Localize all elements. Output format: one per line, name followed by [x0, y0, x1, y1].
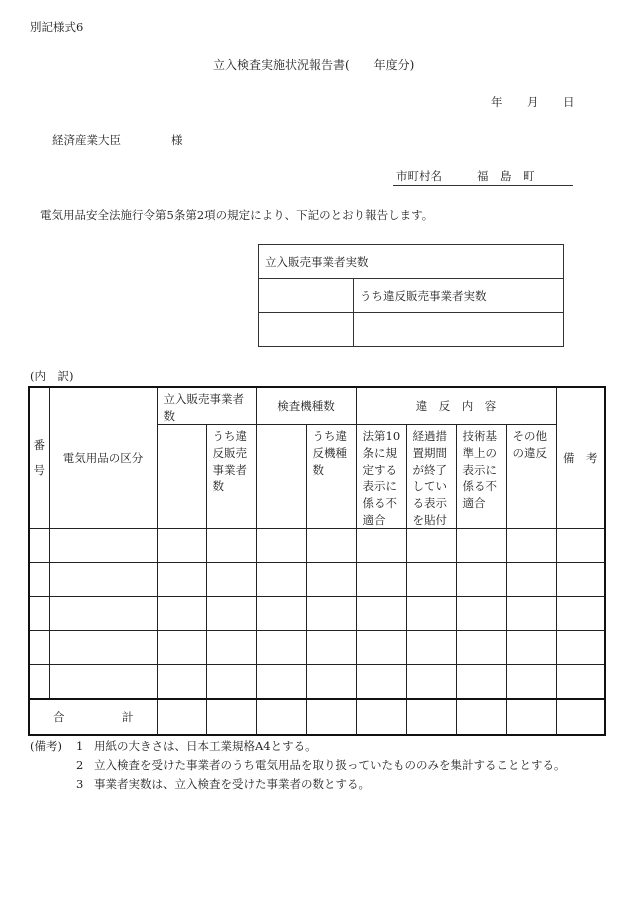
table-cell[interactable]	[406, 631, 456, 665]
municipality-label: 市町村名	[396, 169, 442, 183]
summary-violating-label: うち違反販売事業者実数	[354, 279, 564, 313]
table-cell[interactable]	[29, 597, 49, 631]
table-cell[interactable]	[206, 631, 256, 665]
note-2-text: 立入検査を受けた事業者のうち電気用品を取り扱っていたもののみを集計することとする。	[94, 758, 566, 772]
table-cell[interactable]	[157, 529, 206, 563]
summary-vendors-value[interactable]	[259, 279, 354, 313]
table-cell[interactable]	[556, 563, 605, 597]
table-cell[interactable]	[256, 597, 306, 631]
header-vendors: 立入販売事業者数	[157, 387, 256, 425]
header-vendors-violating: うち違反販売事業者数	[206, 425, 256, 529]
table-cell[interactable]	[306, 563, 356, 597]
date-day-label: 日	[563, 95, 575, 109]
total-cell[interactable]	[456, 699, 506, 735]
header-models-blank	[256, 425, 306, 529]
summary-violating-value[interactable]	[354, 313, 564, 347]
header-vendors-blank	[157, 425, 206, 529]
table-cell[interactable]	[506, 529, 556, 563]
table-cell[interactable]	[306, 529, 356, 563]
table-cell[interactable]	[406, 563, 456, 597]
table-cell[interactable]	[456, 597, 506, 631]
table-cell[interactable]	[206, 597, 256, 631]
table-cell[interactable]	[556, 529, 605, 563]
table-cell[interactable]	[556, 631, 605, 665]
note-1-number: 1	[76, 739, 84, 753]
table-cell[interactable]	[49, 563, 157, 597]
table-cell[interactable]	[206, 563, 256, 597]
table-cell[interactable]	[556, 665, 605, 700]
table-cell[interactable]	[506, 597, 556, 631]
header-violation-transition: 経過措置期間が終了している表示を貼付	[406, 425, 456, 529]
table-cell[interactable]	[157, 631, 206, 665]
statement-text: 電気用品安全法施行令第5条第2項の規定により、下記のとおり報告します。	[40, 208, 434, 222]
table-cell[interactable]	[29, 631, 49, 665]
table-cell[interactable]	[29, 529, 49, 563]
total-cell[interactable]	[306, 699, 356, 735]
table-cell[interactable]	[49, 665, 157, 700]
breakdown-label: (内 訳)	[30, 369, 74, 383]
table-cell[interactable]	[49, 597, 157, 631]
header-violation-other: その他の違反	[506, 425, 556, 529]
header-number	[29, 387, 49, 529]
table-cell[interactable]	[256, 563, 306, 597]
table-row	[29, 597, 605, 631]
table-row	[29, 563, 605, 597]
table-cell[interactable]	[356, 597, 406, 631]
date-month-label: 月	[527, 95, 539, 109]
table-cell[interactable]	[157, 563, 206, 597]
table-cell[interactable]	[256, 665, 306, 700]
table-cell[interactable]	[406, 665, 456, 700]
summary-blank-cell[interactable]	[259, 313, 354, 347]
total-cell[interactable]	[506, 699, 556, 735]
date-year-label: 年	[491, 95, 503, 109]
total-cell[interactable]	[406, 699, 456, 735]
table-cell[interactable]	[206, 529, 256, 563]
table-cell[interactable]	[256, 631, 306, 665]
table-cell[interactable]	[356, 631, 406, 665]
total-cell[interactable]	[356, 699, 406, 735]
form-id: 別記様式6	[30, 20, 84, 34]
header-models: 検査機種数	[256, 387, 356, 425]
breakdown-table	[28, 386, 606, 736]
header-violation: 違 反 内 容	[356, 387, 556, 425]
table-cell[interactable]	[29, 665, 49, 700]
table-cell[interactable]	[406, 529, 456, 563]
table-cell[interactable]	[456, 529, 506, 563]
total-cell[interactable]	[256, 699, 306, 735]
table-cell[interactable]	[356, 665, 406, 700]
table-cell[interactable]	[506, 631, 556, 665]
total-cell[interactable]	[556, 699, 605, 735]
table-cell[interactable]	[456, 665, 506, 700]
table-cell[interactable]	[356, 563, 406, 597]
header-category: 電気用品の区分	[49, 387, 157, 529]
table-cell[interactable]	[206, 665, 256, 700]
table-cell[interactable]	[506, 563, 556, 597]
note-3-number: 3	[76, 777, 84, 791]
header-remarks: 備 考	[556, 387, 605, 529]
summary-vendors-label: 立入販売事業者実数	[259, 245, 564, 279]
table-cell[interactable]	[306, 597, 356, 631]
table-cell[interactable]	[49, 631, 157, 665]
table-cell[interactable]	[506, 665, 556, 700]
table-cell[interactable]	[306, 665, 356, 700]
table-cell[interactable]	[157, 665, 206, 700]
note-3-text: 事業者実数は、立入検査を受けた事業者の数とする。	[94, 777, 370, 791]
table-cell[interactable]	[406, 597, 456, 631]
header-violation-marking: 法第10条に規定する表示に係る不適合	[356, 425, 406, 529]
addressee-name: 経済産業大臣	[52, 133, 121, 147]
header-violation-technical: 技術基準上の表示に係る不適合	[456, 425, 506, 529]
note-2-number: 2	[76, 758, 84, 772]
summary-table	[258, 244, 564, 347]
table-row	[29, 529, 605, 563]
table-row	[29, 631, 605, 665]
header-number-char1: 番	[33, 437, 45, 452]
table-cell[interactable]	[456, 631, 506, 665]
note-1-text: 用紙の大きさは、日本工業規格A4とする。	[94, 739, 317, 753]
table-cell[interactable]	[29, 563, 49, 597]
total-cell[interactable]	[157, 699, 206, 735]
table-cell[interactable]	[556, 597, 605, 631]
notes-label: (備考)	[30, 739, 62, 753]
municipality-line	[393, 171, 573, 186]
table-cell[interactable]	[256, 529, 306, 563]
table-cell[interactable]	[356, 529, 406, 563]
table-cell[interactable]	[157, 597, 206, 631]
table-cell[interactable]	[306, 631, 356, 665]
municipality-value: 福 島 町	[477, 169, 535, 183]
addressee-honorific: 様	[171, 133, 183, 147]
total-label: 合 計	[29, 699, 157, 735]
header-number-char2: 号	[33, 463, 45, 478]
total-cell[interactable]	[206, 699, 256, 735]
table-cell[interactable]	[456, 563, 506, 597]
table-cell[interactable]	[49, 529, 157, 563]
document-title: 立入検査実施状況報告書( 年度分)	[213, 58, 415, 72]
header-models-violating: うち違反機種数	[306, 425, 356, 529]
table-row	[29, 665, 605, 700]
